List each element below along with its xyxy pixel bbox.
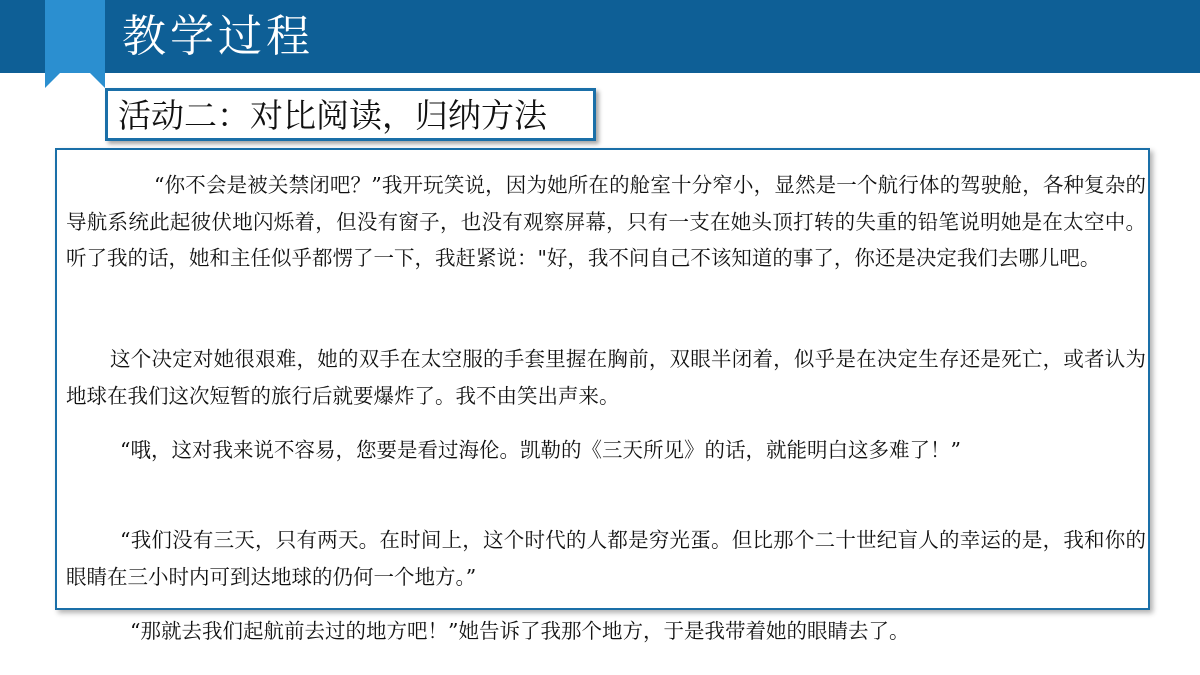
passage-closing-line: “那就去我们起航前去过的地方吧！”她告诉了我那个地方，于是我带着她的眼睛去了。 [130, 619, 910, 643]
passage-paragraph-3: “哦，这对我来说不容易，您要是看过海伦。凯勒的《三天所见》的话，就能明白这多难了！” [120, 438, 961, 462]
page-title: 教学过程 [122, 11, 314, 62]
passage-paragraph-2: 这个决定对她很艰难，她的双手在太空服的手套里握在胸前，双眼半闭着，似乎是在决定生存还是死亡，或者认为地球在我们这次短暂的旅行后就要爆炸了。我不由笑出声来。 [66, 347, 1146, 408]
bookmark-ribbon-icon [45, 0, 105, 88]
passage-paragraph-1: “你不会是被关禁闭吧？”我开玩笑说，因为她所在的舱室十分窄小，显然是一个航行体的驾驶舱，各种复杂的导航系统此起彼伏地闪烁着，但没有窗子，也没有观察屏幕，只有一支在她头顶打转的失重的铅笔说明她是在太空中。听了我的话，她和主任似乎都愣了一下，我赶紧说："好，我不问自己不该知道的事了，你还是决定我们去哪儿吧。 [66, 173, 1146, 271]
passage-paragraph-4: “我们没有三天，只有两天。在时间上，这个时代的人都是穷光蛋。但比那个二十世纪盲人的幸运的是，我和你的眼睛在三小时内可到达地球的仍何一个地方。” [66, 528, 1146, 589]
activity-title-box [105, 88, 596, 141]
activity-title: 活动二：对比阅读，归纳方法 [118, 96, 547, 135]
